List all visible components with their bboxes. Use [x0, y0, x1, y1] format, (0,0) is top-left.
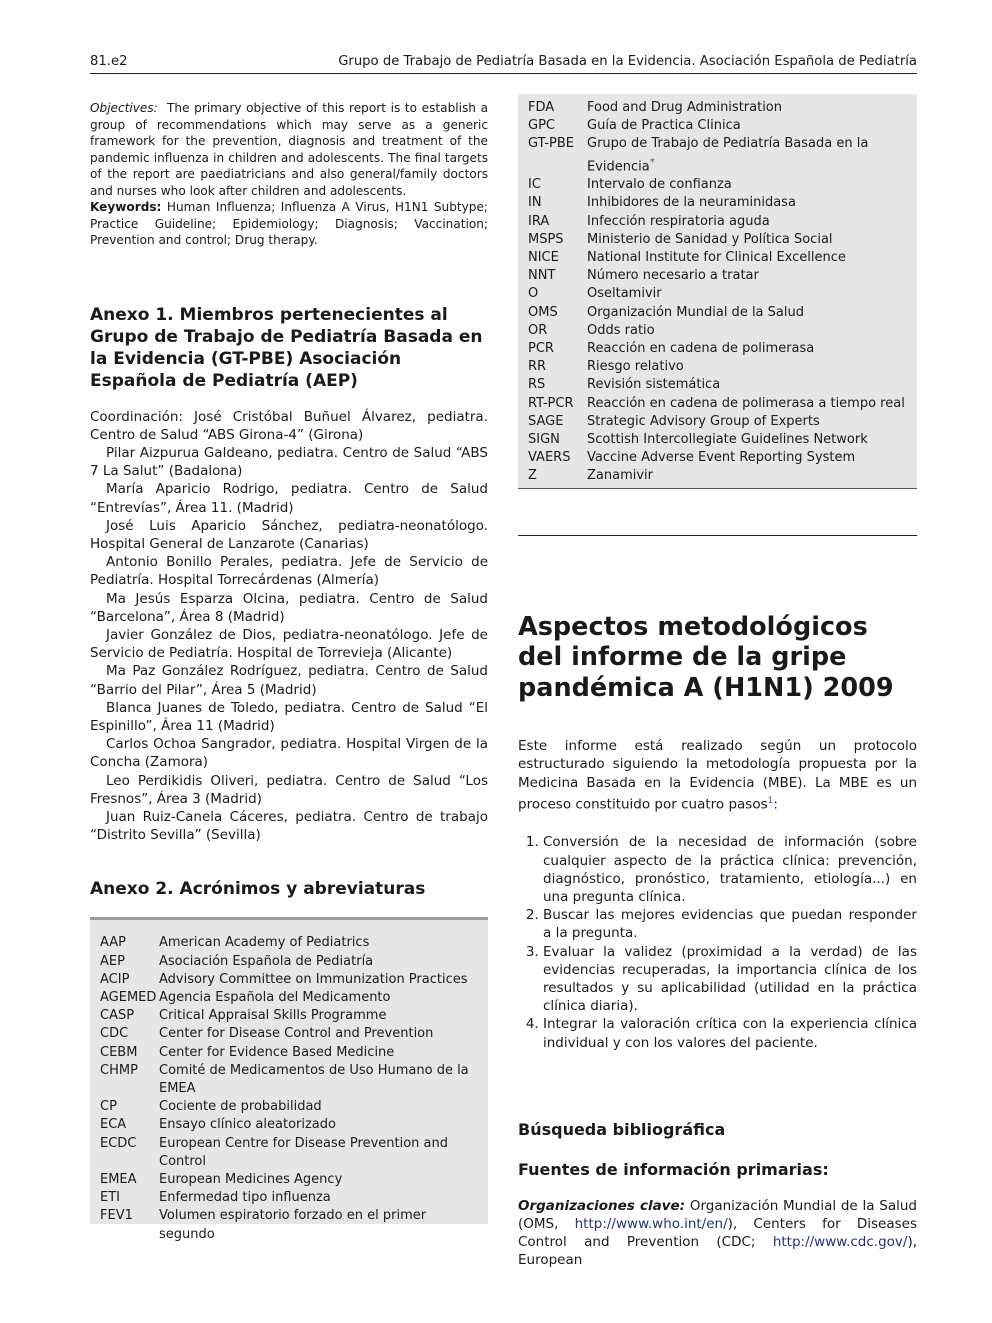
orgs-text-3: ), European	[518, 1234, 917, 1269]
member-entry: José Luis Aparicio Sánchez, pediatra-neonatólogo. Hospital General de Lanzarote (Canarias)	[90, 517, 488, 552]
acronym-definition	[587, 413, 907, 431]
definition-text: Volumen espiratorio forzado en el primer segundo	[159, 1208, 427, 1242]
definition-text: Número necesario a tratar	[587, 268, 759, 284]
keywords-label: Keywords:	[90, 200, 162, 214]
orgs-text-2: ), Centers for Diseases Control and Prevention (CDC;	[518, 1216, 917, 1251]
acronym-definition	[587, 117, 907, 135]
acronym: OMS	[528, 304, 558, 320]
definition-text: Enfermedad tipo influenza	[159, 1190, 331, 1206]
acronym-definition	[587, 358, 907, 376]
acronym: SIGN	[528, 431, 560, 447]
acronym-definition	[587, 176, 907, 194]
acronym: FEV1	[100, 1208, 133, 1224]
acronym-definition	[587, 304, 907, 322]
acronym: CP	[100, 1099, 117, 1115]
cdc-link[interactable]: http://www.cdc.gov/	[772, 1234, 908, 1251]
objectives-label: Objectives:	[90, 101, 158, 115]
member-entry: Juan Ruiz-Canela Cáceres, pediatra. Centro de trabajo “Distrito Sevilla” (Sevilla)	[90, 808, 488, 844]
acronym-row	[528, 358, 907, 376]
acronym-row	[100, 953, 478, 971]
acronym-definition	[159, 1062, 478, 1098]
member-entry: Ma Paz González Rodríguez, pediatra. Centro de Salud “Barrio del Pilar”, Área 5 (Madrid)	[90, 663, 488, 698]
acronym-row	[100, 1207, 478, 1243]
citation-ref[interactable]: 1	[767, 795, 774, 806]
orgs-label: Organizaciones clave:	[518, 1197, 686, 1214]
acronym: IN	[528, 195, 542, 211]
keywords-paragraph	[90, 199, 488, 249]
left-column	[90, 100, 488, 1242]
right-column	[518, 94, 917, 1270]
acronym-row	[528, 431, 907, 449]
article-title: Aspectos metodológicos del informe de la gripe pandémica A (H1N1) 2009	[518, 611, 894, 703]
acronym: IRA	[528, 213, 550, 229]
acronym: AAP	[100, 935, 126, 951]
intro-paragraph	[518, 737, 917, 813]
acronym-definition	[587, 213, 907, 231]
acronym: MSPS	[528, 231, 564, 247]
acronyms-table-left	[90, 917, 488, 1242]
acronym-row	[528, 213, 907, 231]
acronym-row	[100, 1116, 478, 1134]
acronym-row	[100, 971, 478, 989]
acronym-row	[100, 1062, 478, 1098]
acronym-definition	[587, 99, 907, 117]
acronym: GT-PBE	[528, 136, 575, 152]
acronym-row	[528, 117, 907, 135]
mbe-step: 1. Conversión de la necesidad de información (sobre cualquier aspecto de la práctica clínica: prevención, diagnóstico, pronóstico, tratamiento, etiología...) en una pregunta clínica.	[543, 833, 917, 906]
acronym: ETI	[100, 1190, 120, 1206]
definition-text: Center for Evidence Based Medicine	[159, 1044, 395, 1060]
acronym-row	[100, 1135, 478, 1171]
definition-text: Guía de Practica Clinica	[587, 118, 741, 134]
acronym-row	[100, 1025, 478, 1043]
acronym-definition	[587, 395, 907, 413]
acronym-row	[100, 934, 478, 952]
acronym-definition	[159, 1098, 478, 1116]
acronym-row	[528, 267, 907, 285]
member-entry: Coordinación: José Cristóbal Buñuel Álvarez, pediatra. Centro de Salud “ABS Girona-4” (Girona)	[90, 408, 488, 443]
acronym-row	[100, 989, 478, 1007]
member-entry: Carlos Ochoa Sangrador, pediatra. Hospital Virgen de la Concha (Zamora)	[90, 736, 488, 771]
acronym-row	[528, 304, 907, 322]
acronym: OR	[528, 322, 548, 338]
definition-text: Center for Disease Control and Prevention	[159, 1026, 434, 1042]
definition-text: Revisión sistemática	[587, 377, 721, 393]
acronym: RT-PCR	[528, 395, 574, 411]
acronym: NICE	[528, 249, 559, 265]
who-link[interactable]: http://www.who.int/en/	[574, 1216, 728, 1233]
acronym-definition	[587, 285, 907, 303]
acronym-definition	[159, 1007, 478, 1025]
acronym-definition	[587, 231, 907, 249]
organizations-paragraph	[518, 1197, 917, 1270]
acronym-row	[100, 1189, 478, 1207]
acronym-row	[100, 1007, 478, 1025]
acronym-row	[528, 249, 907, 267]
definition-text: Asociación Española de Pediatría	[159, 953, 374, 969]
page-number: 81.e2	[90, 54, 128, 69]
acronym-definition	[159, 971, 478, 989]
acronym: ACIP	[100, 971, 130, 987]
acronym-row	[528, 322, 907, 340]
acronym: ECA	[100, 1117, 127, 1133]
definition-text: Oseltamivir	[587, 286, 662, 302]
acronym-row	[528, 449, 907, 467]
acronym-definition	[587, 431, 907, 449]
definition-text: Reacción en cadena de polimerasa a tiempo real	[587, 395, 905, 411]
definition-text: Critical Appraisal Skills Programme	[159, 1008, 387, 1024]
acronym-row	[528, 285, 907, 303]
definition-text: Zanamivir	[587, 468, 654, 484]
footnote-mark[interactable]: *	[649, 156, 655, 168]
acronym: AGEMED	[100, 989, 157, 1005]
acronym-definition	[159, 1189, 478, 1207]
member-entry: Javier González de Dios, pediatra-neonatólogo. Jefe de Servicio de Pediatría. Hospital de Torrevieja (Alicante)	[90, 626, 488, 662]
acronym-definition	[159, 1207, 478, 1243]
acronym-definition	[587, 449, 907, 467]
acronym-row	[528, 395, 907, 413]
acronym-definition	[159, 1044, 478, 1062]
acronym: AEP	[100, 953, 125, 969]
members-list	[90, 408, 488, 845]
mbe-steps-list	[518, 833, 917, 1051]
running-header	[90, 53, 917, 74]
acronym: FDA	[528, 100, 555, 115]
acronym-definition	[159, 1135, 478, 1171]
acronym-row	[100, 1171, 478, 1189]
acronym-row	[528, 376, 907, 394]
acronym-definition	[159, 953, 478, 971]
acronym-definition	[159, 1171, 478, 1189]
intro-text: Este informe está realizado según un protocolo estructurado siguiendo la metodología propuesta por la Medicina Basada en la Evidencia (MBE). La MBE es un proceso constituido por cuatro pasos	[518, 738, 917, 813]
definition-text: Infección respiratoria aguda	[587, 213, 770, 229]
definition-text: Riesgo relativo	[587, 359, 684, 375]
acronym-row	[100, 1044, 478, 1062]
acronym: CDC	[100, 1026, 129, 1042]
objectives-paragraph	[90, 100, 488, 199]
acronym: IC	[528, 177, 541, 193]
acronym: Z	[528, 468, 537, 484]
sources-heading: Fuentes de información primarias:	[518, 1159, 829, 1179]
search-heading: Búsqueda bibliográfica	[518, 1119, 726, 1139]
definition-text: European Centre for Disease Prevention and Control	[159, 1135, 449, 1169]
member-entry: Ma Jesús Esparza Olcina, pediatra. Centro de Salud “Barcelona”, Área 8 (Madrid)	[90, 590, 488, 625]
annex2-title: Anexo 2. Acrónimos y abreviaturas	[90, 879, 426, 900]
acronym: CASP	[100, 1008, 135, 1024]
keywords-text: Human Influenza; Influenza A Virus, H1N1 Subtype; Practice Guideline; Epidemiology; Diagnosis; Vaccination; Prevention and control; Drug therapy.	[90, 200, 488, 247]
acronym: PCR	[528, 340, 554, 356]
acronym-definition	[159, 934, 478, 952]
acronym: GPC	[528, 118, 555, 134]
definition-text: National Institute for Clinical Excellence	[587, 249, 846, 265]
acronym-row	[528, 467, 907, 485]
member-entry: Blanca Juanes de Toledo, pediatra. Centro de Salud “El Espinillo”, Área 11 (Madrid)	[90, 699, 488, 734]
acronym-definition	[587, 467, 907, 485]
definition-text: Grupo de Trabajo de Pediatría Basada en la Evidencia	[587, 136, 869, 174]
acronym-definition	[587, 267, 907, 285]
acronym-row	[528, 194, 907, 212]
acronym-row	[528, 176, 907, 194]
acronym-definition	[587, 322, 907, 340]
definition-text: Intervalo de confianza	[587, 177, 732, 193]
definition-text: Strategic Advisory Group of Experts	[587, 413, 820, 429]
definition-text: Odds ratio	[587, 322, 655, 338]
acronym-row	[528, 99, 907, 117]
acronym-definition	[587, 249, 907, 267]
definition-text: Vaccine Adverse Event Reporting System	[587, 450, 856, 466]
acronym-row	[100, 1098, 478, 1116]
english-abstract	[90, 100, 488, 249]
member-entry: María Aparicio Rodrigo, pediatra. Centro de Salud “Entrevías”, Área 11. (Madrid)	[90, 481, 488, 516]
acronym-row	[528, 340, 907, 358]
acronym: NNT	[528, 268, 556, 284]
definition-text: Ensayo clínico aleatorizado	[159, 1117, 336, 1133]
acronym: VAERS	[528, 450, 571, 466]
acronym-definition	[587, 340, 907, 358]
acronym-row	[528, 231, 907, 249]
mbe-step: 2. Buscar las mejores evidencias que puedan responder a la pregunta.	[543, 906, 917, 942]
section-divider	[518, 535, 917, 536]
acronym: SAGE	[528, 413, 564, 429]
definition-text: Food and Drug Administration	[587, 100, 782, 115]
acronym: RR	[528, 359, 547, 375]
definition-text: American Academy of Pediatrics	[159, 935, 370, 951]
definition-text: Ministerio de Sanidad y Política Social	[587, 231, 833, 247]
member-entry: Leo Perdikidis Oliveri, pediatra. Centro de Salud “Los Fresnos”, Área 3 (Madrid)	[90, 772, 488, 807]
definition-text: European Medicines Agency	[159, 1172, 343, 1188]
acronym-row	[528, 135, 907, 176]
member-entry: Pilar Aizpurua Galdeano, pediatra. Centro de Salud “ABS 7 La Salut” (Badalona)	[90, 444, 488, 480]
acronym-definition	[159, 1025, 478, 1043]
acronym: CEBM	[100, 1044, 138, 1060]
acronym-definition	[159, 989, 478, 1007]
definition-text: Cociente de probabilidad	[159, 1099, 322, 1115]
acronym: CHMP	[100, 1062, 138, 1078]
acronyms-table-right	[518, 94, 917, 489]
annex1-title: Anexo 1. Miembros pertenecientes al Grupo de Trabajo de Pediatría Basada en la Evidencia (GT-PBE) Asociación Española de Pediatría (AEP)	[90, 304, 483, 391]
acronym: RS	[528, 377, 546, 393]
acronym-definition	[159, 1116, 478, 1134]
definition-text: Scottish Intercollegiate Guidelines Network	[587, 431, 868, 447]
member-entry: Antonio Bonillo Perales, pediatra. Jefe de Servicio de Pediatría. Hospital Torrecárdenas (Almería)	[90, 554, 488, 589]
mbe-step: 4. Integrar la valoración crítica con la experiencia clínica individual y con los valores del paciente.	[543, 1015, 917, 1051]
mbe-step: 3. Evaluar la validez (proximidad a la verdad) de las evidencias recuperadas, la importancia clínica de los resultados y su aplicabilidad (utilidad en la práctica clínica diaria).	[543, 943, 917, 1016]
definition-text: Agencia Española del Medicamento	[159, 989, 391, 1005]
definition-text: Advisory Committee on Immunization Practices	[159, 971, 468, 987]
acronym: ECDC	[100, 1135, 137, 1151]
running-title: Grupo de Trabajo de Pediatría Basada en la Evidencia. Asociación Española de Pediatría	[338, 54, 917, 69]
acronym-definition	[587, 376, 907, 394]
acronym-row	[528, 413, 907, 431]
definition-text: Comité de Medicamentos de Uso Humano de la EMEA	[159, 1062, 469, 1096]
definition-text: Reacción en cadena de polimerasa	[587, 340, 815, 356]
definition-text: Inhibidores de la neuraminidasa	[587, 195, 796, 211]
intro-end: :	[773, 796, 778, 813]
objectives-text: The primary objective of this report is to establish a group of recommendations which may serve as a generic framework for the prevention, diagnosis and treatment of the pandemic influenza in children and adolescents. The final targets of the report are paediatricians and also general/family doctors and nurses who look after children and adolescents.	[90, 101, 488, 198]
acronym-definition	[587, 194, 907, 212]
definition-text: Organización Mundial de la Salud	[587, 304, 804, 320]
acronym: EMEA	[100, 1172, 137, 1188]
acronym: O	[528, 286, 539, 302]
acronym-definition	[587, 135, 907, 176]
orgs-text-1: Organización Mundial de la Salud (OMS,	[518, 1197, 917, 1233]
